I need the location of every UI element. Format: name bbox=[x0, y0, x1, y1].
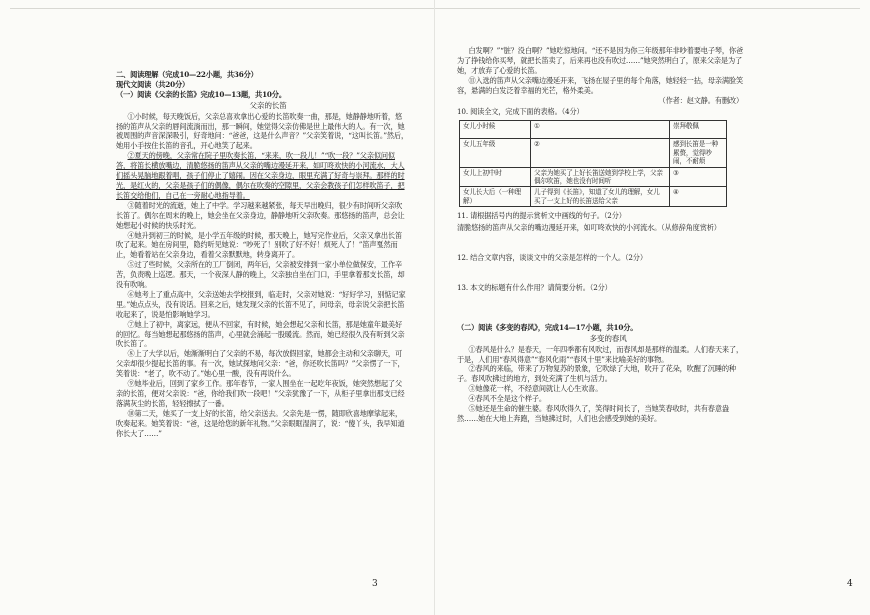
left-column bbox=[116, 70, 408, 439]
article-para: ⑨她毕业后，回到了家乡工作。那年春节，一家人围坐在一起吃年夜饭，她突然想起了父亲的长笛，便对父亲说：“爸，你给我们吹一段吧！”父亲犹豫了一下，从柜子里拿出那支已经落满灰尘的长笛，轻轻擦拭了一番。 bbox=[116, 379, 405, 408]
table-cell: ② bbox=[531, 139, 670, 167]
table-cell: 女儿上初中时 bbox=[460, 167, 531, 187]
article-source: （作者：赵文静。有删改） bbox=[658, 95, 743, 105]
article-para: ③随着时光的流逝，她上了中学。学习越来越紧张，每天早出晚归，很少有时间听父亲吹长笛了。偶尔在周末的晚上，她会坐在父亲身边，静静地听父亲吹奏。那悠扬的笛声，总会让她想起小时候的快乐时光。 bbox=[116, 200, 405, 230]
part1-heading: （一）阅读《父亲的长笛》完成10—13题，共10分。 bbox=[116, 89, 286, 99]
table-row bbox=[460, 187, 727, 207]
question-13: 13. 本文的标题有什么作用？请简要分析。（2分） bbox=[457, 282, 612, 292]
page-right bbox=[435, 0, 870, 615]
answer-space bbox=[457, 293, 747, 323]
table-cell: ④ bbox=[670, 187, 727, 207]
part2-heading: （二）阅读《多变的春风》，完成14—17小题，共10分。 bbox=[457, 322, 638, 332]
article2-para: ②春风的来临，带来了万物复苏的景象，它吹绿了大地，吹开了花朵，吹醒了沉睡的种子。春风吹拂过的地方，到处充满了生机与活力。 bbox=[457, 364, 736, 384]
question-11: 11. 请根据括号内的提示赏析文中画线的句子。（2分） bbox=[457, 211, 626, 221]
answer-table bbox=[459, 120, 727, 207]
article2-title: 多变的春风 bbox=[589, 333, 627, 343]
article-para-text: ②夏天的傍晚，父亲常在院子里吹奏长笛，“来来，吹一段儿！”“吹一段？”父亲似问似答，将笛长横放嘴边，清脆悠扬的笛声从父亲的嘴边漫延开来，如叮咚欢快的小河流水，大人们摇头晃脑地跟着唱，孩子们停止了嬉闹。因在父亲身边，眼里充满了好奇与崇拜。那样的时光，是红火的，父亲是孩子们的偶像，偶尔在吹奏的空隙里，父亲会教孩子们怎样吹笛子，把长笛交给他们，自己在一旁耐心地指导着。 bbox=[116, 151, 405, 200]
table-row bbox=[460, 167, 727, 187]
table-cell: 女儿五年级 bbox=[460, 139, 531, 167]
article-para bbox=[116, 151, 408, 201]
article2-para: ①春风是什么？是春天，一年四季都有风吹过，而春风却是那样的温柔。人们春天来了，于是，人们用“春风得意”“春风化雨”“春风十里”来比喻美好的事物。 bbox=[457, 344, 743, 364]
table-cell: 女儿长大后（一种理解） bbox=[460, 187, 531, 207]
right-column bbox=[457, 46, 747, 424]
answer-space bbox=[457, 233, 747, 251]
article-para: ⑦她上了初中，离家远，便从不回家，有时候，她会想起父亲和长笛，那是她童年最美好的回忆。每当她想起那悠扬的笛声，心里就会涌起一股暖流。然而，她已经很久没有听到父亲吹长笛了。 bbox=[116, 319, 405, 349]
question-12: 12. 结合文章内容，谈谈文中的父亲是怎样的一个人。（2分） bbox=[457, 253, 647, 262]
article-para: 白发啊？”“脏？没白啊？”她吃惊地问。“还不是因为你三年级那年非吵着要电子琴，你爸为了挣钱给你买琴，就把长笛卖了，后来再也没有吹过……”她突然明白了，原来父亲是为了她，才放弃了心爱的长笛。 bbox=[457, 46, 744, 75]
question-11-quote: 清脆悠扬的笛声从父亲的嘴边漫延开来，如叮咚欢快的小河流水。（从修辞角度赏析） bbox=[457, 223, 721, 233]
modern-reading-heading: 现代文阅读（共20分） bbox=[116, 79, 190, 89]
table-cell: 感到长笛是一种累赘，觉得吵闹，不耐烦 bbox=[670, 139, 727, 167]
article-title: 父亲的长笛 bbox=[249, 100, 287, 110]
table-row bbox=[460, 121, 727, 139]
table-cell: 父亲为她买了上好长笛送她到学校上学，父亲偶尔吹笛，她也没有时间听 bbox=[531, 167, 670, 187]
table-cell: 儿子得到《长笛》，知道了女儿的理解，女儿买了一支上好的长笛送给父亲 bbox=[531, 187, 670, 207]
table-row bbox=[460, 139, 727, 167]
question-10: 10. 阅读全文，完成下面的表格。（4分） bbox=[457, 107, 584, 117]
page-number: 4 bbox=[847, 579, 853, 589]
page-number: 3 bbox=[372, 579, 378, 589]
article-para: ⑥她考上了重点高中，父亲送她去学校报到，临走时，父亲对她说：“好好学习，别惦记家里。”她点点头，没有说话。回来之后，她发现父亲的长笛不见了，问母亲，母亲说父亲把长笛收起来了，说是怕影响她学习。 bbox=[116, 289, 406, 319]
section-heading: 二、阅读理解（完成10—22小题，共36分） bbox=[116, 70, 258, 79]
table-cell: 崇拜敬佩 bbox=[670, 121, 727, 139]
article2-para: ④春风不全是这个样子。 bbox=[468, 394, 546, 404]
article-para: ⑩第二天，她买了一支上好的长笛，给父亲送去。父亲先是一愣，随即欣喜地摩挲起来，吹奏起来。她笑着说：“爸，这是给您的新年礼物。”父亲眼眶湿润了，说：“傻丫头，我早知道你长大了……” bbox=[116, 408, 405, 438]
table-cell: 女儿小时候 bbox=[460, 121, 531, 139]
table-cell: ③ bbox=[670, 167, 727, 187]
article-para: ⑤过了些时候，父亲所在的工厂倒闭，两年后，父亲被安排到一家小单位做保安，工作辛苦，负责晚上巡逻。那天，一个夜深人静的晚上，父亲独自坐在门口，手里拿着那支长笛，却没有吹响。 bbox=[116, 260, 405, 290]
article2-para: ③她像花一样，不经意间就让人心生欢喜。 bbox=[468, 384, 603, 394]
article-para: ①小时候，每天晚饭后，父亲总喜欢拿出心爱的长笛吹奏一曲，那是，她静静地听着，悠扬的笛声从父亲的唇间流淌而出，那一瞬间，她觉得父亲仿佛是世上最伟大的人。有一次，她被周围的声音深深吸引，好奇地问：“爸爸，这是什么声音？”父亲笑着说，“这叫长笛。”然后，她用小手按住长笛的音孔，开心地笑了起来。 bbox=[116, 111, 409, 151]
article-para: ④她升到初三的时候，是小学五年级的时候，那天晚上，她写完作业后，父亲又拿出长笛吹了起来。她在房间里，隐约听见她说：“吵死了！别吹了好不好！烦死人了！”笛声戛然而止，她看着站在父亲身边，看着父亲默默地，转身离开了。 bbox=[116, 230, 402, 260]
article-para: ⑪入选的笛声从父亲嘴边漫延开来，飞扬在屋子里的每个角落，她轻轻一拈，母亲满脸笑容，悬满的白发泛着幸福的光芒，格外柔美。 bbox=[457, 75, 743, 95]
table-cell: ① bbox=[531, 121, 670, 139]
article2-para: ⑤她还是生命的催生婆。春风吹得久了，笑得时间长了，当她笑春收时，共有春意盎然……她在大地上奔跑，当她拂过时，人们也会感受到她的美好。 bbox=[457, 404, 729, 423]
article-para: ⑧上了大学以后，她渐渐明白了父亲的不易，每次放假回家，她都会主动和父亲聊天，可父亲却很少提起长笛的事。有一次，她试探地问父亲：“爸，你还吹长笛吗？”父亲愣了一下，笑着说：“老了，吹不动了。”她心里一酸，没有再说什么。 bbox=[116, 349, 405, 379]
answer-space bbox=[457, 263, 747, 281]
